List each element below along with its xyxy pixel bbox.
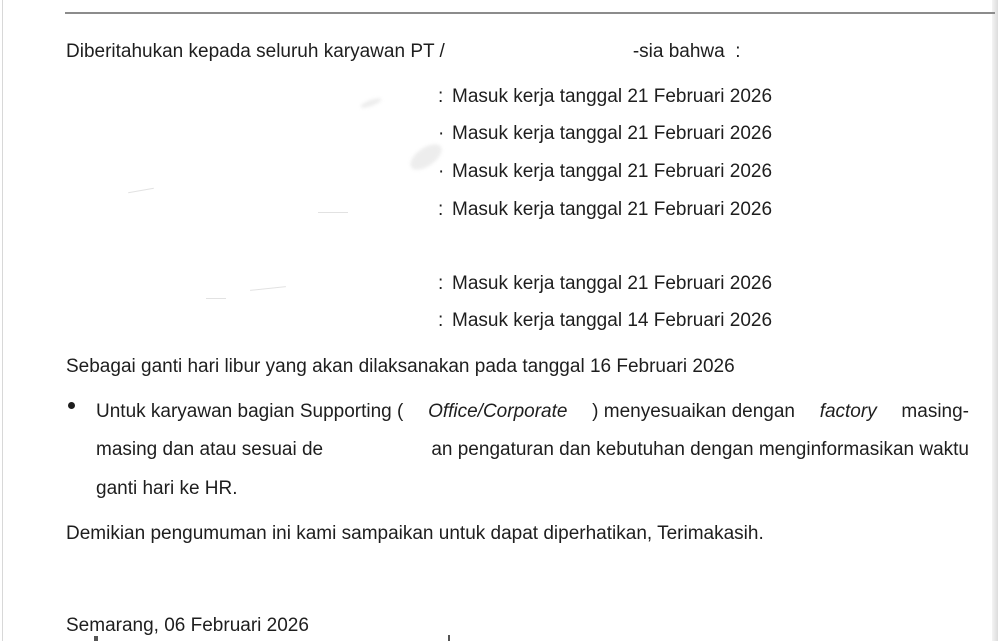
entry-colon: : [438, 86, 444, 107]
entry-row [438, 85, 772, 109]
bullet-line-3: ganti hari ke HR. [96, 478, 238, 499]
cropped-signature-marks [80, 634, 480, 641]
entry-colon: : [438, 199, 444, 220]
entry-row [438, 272, 772, 296]
bullet-line-2 [96, 438, 969, 462]
entry-row [438, 198, 772, 222]
bullet-text: Untuk karyawan bagian Supporting ( [96, 401, 404, 422]
entry-row [438, 122, 772, 146]
bullet-italic: factory [819, 401, 877, 422]
redaction-smudge [360, 96, 383, 109]
intro-line [66, 40, 741, 64]
bullet-text: masing- [901, 401, 969, 422]
bullet-italic: Office/Corporate [428, 401, 568, 422]
entry-row [438, 309, 772, 333]
bullet-line-1 [96, 400, 969, 424]
bullet-text: an pengaturan dan kebutuhan dengan menginformasikan waktu [431, 439, 969, 460]
entry-colon: · [438, 161, 445, 182]
entry-text: Masuk kerja tanggal 14 Februari 2026 [452, 310, 773, 331]
bullet-icon [68, 402, 75, 409]
entry-text: Masuk kerja tanggal 21 Februari 2026 [452, 273, 773, 294]
entry-colon: : [438, 310, 444, 331]
page-right-edge [992, 0, 998, 641]
redaction-mark [206, 298, 226, 299]
header-rule [65, 12, 995, 14]
entry-colon: · [438, 123, 445, 144]
bullet-text: ) menyesuaikan dengan [592, 401, 795, 422]
place-date: Semarang, 06 Februari 2026 [66, 615, 309, 636]
bullet-text: masing dan atau sesuai de [96, 439, 324, 460]
redacted-area [445, 43, 633, 61]
holiday-note: Sebagai ganti hari libur yang akan dilaksanakan pada tanggal 16 Februari 2026 [66, 356, 735, 377]
entry-text: Masuk kerja tanggal 21 Februari 2026 [452, 86, 773, 107]
entry-text: Masuk kerja tanggal 21 Februari 2026 [452, 199, 773, 220]
redaction-mark [318, 212, 348, 213]
entry-colon: : [438, 273, 444, 294]
redaction-mark [250, 286, 286, 291]
redaction-mark [128, 188, 154, 193]
entry-row [438, 160, 772, 184]
closing-sentence: Demikian pengumuman ini kami sampaikan untuk dapat diperhatikan, Terimakasih. [66, 523, 764, 544]
entry-text: Masuk kerja tanggal 21 Februari 2026 [452, 161, 773, 182]
intro-text-left: Diberitahukan kepada seluruh karyawan PT / [66, 41, 445, 62]
entry-text: Masuk kerja tanggal 21 Februari 2026 [452, 123, 773, 144]
intro-text-right: -sia bahwa : [632, 41, 741, 62]
page-left-edge [2, 0, 3, 641]
